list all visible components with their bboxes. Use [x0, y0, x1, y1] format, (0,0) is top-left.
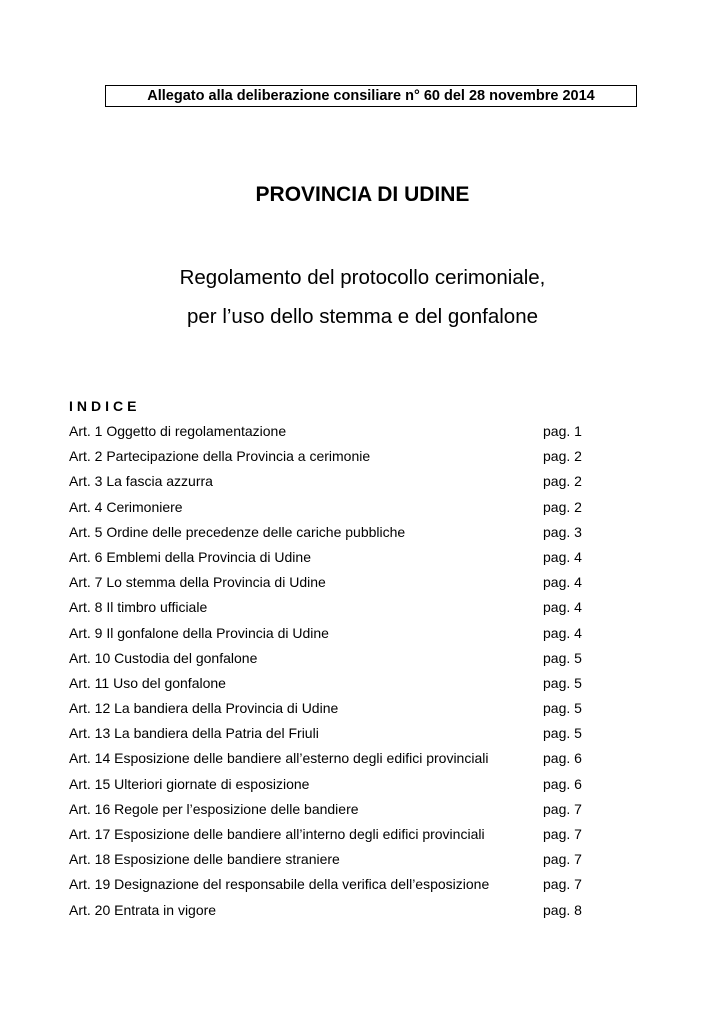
regulation-title-line-1: Regolamento del protocollo cerimoniale, — [179, 266, 546, 289]
toc-entry — [69, 597, 589, 622]
table-of-contents — [69, 421, 589, 925]
toc-entry-page: pag. 5 — [543, 674, 582, 691]
toc-entry-page: pag. 1 — [543, 423, 582, 439]
toc-entry-page: pag. 5 — [543, 649, 582, 666]
toc-entry-title: Art. 11 Uso del gonfalone — [69, 674, 226, 691]
toc-entry-title: Art. 4 Cerimoniere — [69, 498, 183, 515]
toc-entry — [69, 547, 589, 572]
toc-entry — [69, 497, 589, 522]
toc-entry — [69, 900, 589, 925]
toc-entry-page: pag. 2 — [543, 448, 582, 465]
toc-entry-page: pag. 6 — [543, 750, 582, 767]
toc-entry — [69, 522, 589, 547]
index-heading: INDICE — [69, 398, 141, 414]
toc-entry-title: Art. 10 Custodia del gonfalone — [69, 649, 258, 666]
toc-entry-page: pag. 4 — [543, 574, 582, 591]
toc-entry-title: Art. 14 Esposizione delle bandiere all’esterno degli edifici provinciali — [69, 750, 489, 767]
toc-entry-page: pag. 3 — [543, 523, 582, 540]
toc-entry — [69, 849, 589, 874]
toc-entry-page: pag. 5 — [543, 725, 582, 742]
toc-entry-title: Art. 1 Oggetto di regolamentazione — [69, 423, 287, 439]
toc-entry — [69, 648, 589, 673]
toc-entry — [69, 572, 589, 597]
toc-entry-title: Art. 7 Lo stemma della Provincia di Udine — [69, 574, 326, 591]
toc-entry-page: pag. 4 — [543, 624, 582, 641]
toc-entry-title: Art. 20 Entrata in vigore — [69, 901, 217, 918]
toc-entry — [69, 774, 589, 799]
toc-entry — [69, 471, 589, 496]
toc-entry-page: pag. 5 — [543, 700, 582, 717]
toc-entry-title: Art. 5 Ordine delle precedenze delle cariche pubbliche — [69, 523, 406, 540]
toc-entry-title: Art. 15 Ulteriori giornate di esposizione — [69, 775, 310, 792]
toc-entry — [69, 723, 589, 748]
toc-entry-title: Art. 6 Emblemi della Provincia di Udine — [69, 548, 311, 565]
toc-entry — [69, 623, 589, 648]
toc-entry — [69, 673, 589, 698]
toc-entry-title: Art. 9 Il gonfalone della Provincia di Udine — [69, 624, 329, 641]
province-title: PROVINCIA DI UDINE — [255, 183, 470, 206]
regulation-title — [0, 258, 725, 336]
toc-entry-page: pag. 7 — [543, 851, 582, 868]
toc-entry — [69, 698, 589, 723]
toc-entry-page: pag. 4 — [543, 548, 582, 565]
toc-entry — [69, 799, 589, 824]
toc-entry-page: pag. 7 — [543, 800, 582, 817]
toc-entry — [69, 748, 589, 773]
annex-text: Allegato alla deliberazione consiliare n° 60 del 28 novembre 2014 — [147, 88, 595, 104]
toc-entry-title: Art. 13 La bandiera della Patria del Friuli — [69, 725, 319, 742]
toc-entry — [69, 446, 589, 471]
toc-entry — [69, 824, 589, 849]
toc-entry-title: Art. 16 Regole per l’esposizione delle bandiere — [69, 800, 359, 817]
toc-entry-page: pag. 2 — [543, 473, 582, 490]
toc-entry — [69, 421, 589, 446]
toc-entry-title: Art. 17 Esposizione delle bandiere all’interno degli edifici provinciali — [69, 826, 485, 842]
toc-entry-page: pag. 7 — [543, 826, 582, 842]
toc-entry-title: Art. 19 Designazione del responsabile della verifica dell’esposizione — [69, 876, 490, 893]
toc-entry-title: Art. 12 La bandiera della Provincia di Udine — [69, 700, 339, 717]
toc-entry-page: pag. 6 — [543, 775, 582, 792]
toc-entry-page: pag. 4 — [543, 599, 582, 616]
toc-entry-page: pag. 7 — [543, 876, 582, 893]
toc-entry-title: Art. 3 La fascia azzurra — [69, 473, 213, 490]
toc-entry — [69, 874, 589, 899]
toc-entry-page: pag. 2 — [543, 498, 582, 515]
toc-entry-title: Art. 8 Il timbro ufficiale — [69, 599, 208, 616]
annex-box — [105, 85, 637, 107]
toc-entry-title: Art. 2 Partecipazione della Provincia a cerimonie — [69, 448, 371, 465]
toc-entry-title: Art. 18 Esposizione delle bandiere straniere — [69, 851, 340, 868]
toc-entry-page: pag. 8 — [543, 901, 582, 918]
regulation-title-line-2: per l’uso dello stemma e del gonfalone — [187, 305, 538, 328]
